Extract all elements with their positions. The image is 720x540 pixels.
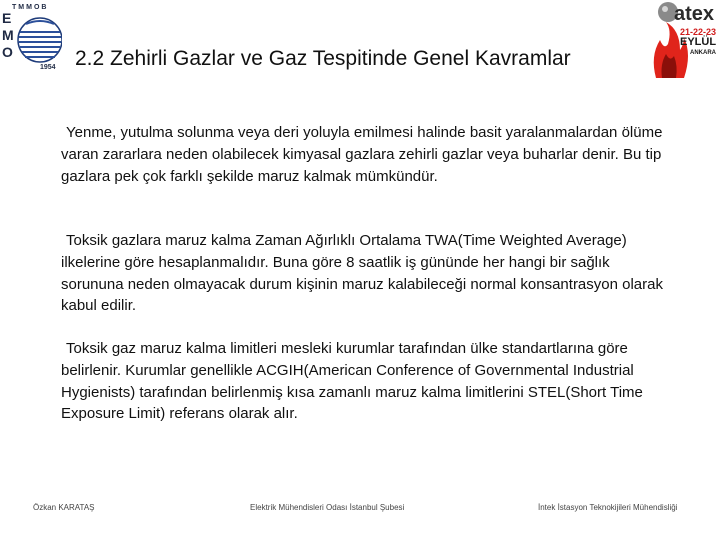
atex-city: ANKARA — [690, 50, 716, 56]
paragraph-1: Yenme, yutulma solunma veya deri yoluyla emilmesi halinde basit yaralanmalardan ölüme varan zararlara neden olabilecek kimyasal gazlara zehirli gazlar veya buharlar denir. Bu tip gazlara pek çok farklı şekilde maruz kalmak mümkündür. — [61, 124, 663, 185]
atex-dates: 21-22-23 — [680, 27, 717, 37]
paragraph-2: Toksik gazlara maruz kalma Zaman Ağırlıklı Ortalama TWA(Time Weighted Average) ilkelerine göre hesaplanmalıdır. Buna göre 8 saatlik iş gününde her hangi bir sağlık sorununa neden olmayacak durum kişinin maruz kalabileceği normal konsantrasyon olarak kabul edilir. — [61, 232, 663, 315]
emo-logo — [0, 0, 66, 78]
logo-tmmob-text: TMMOB — [12, 4, 49, 11]
paragraph-3: Toksik gaz maruz kalma limitleri mesleki kurumlar tarafından ülke standartlarına göre belirlenir. Kurumlar genellikle ACGIH(American Conference of Governmental Industrial Hygienists) tarafından belirlenmiş kısa zamanlı maruz kalma limitlerini STEL(Short Time Exposure Limit) referans olarak alır. — [61, 340, 643, 423]
atex-month: EYLÜL — [680, 36, 717, 48]
footer-author: Özkan KARATAŞ — [33, 503, 95, 512]
logo-year: 1954 — [40, 64, 56, 71]
logo-emo-letters: E M O — [2, 10, 14, 60]
footer-organization: Elektrik Mühendisleri Odası İstanbul Şubesi — [250, 503, 405, 512]
globe-icon — [16, 14, 62, 66]
atex-brand: atex — [674, 3, 715, 25]
atex-logo — [644, 0, 720, 80]
slide-title: 2.2 Zehirli Gazlar ve Gaz Tespitinde Genel Kavramlar — [75, 47, 571, 70]
footer-company: İntek İstasyon Teknokijileri Mühendisliği — [538, 503, 678, 512]
